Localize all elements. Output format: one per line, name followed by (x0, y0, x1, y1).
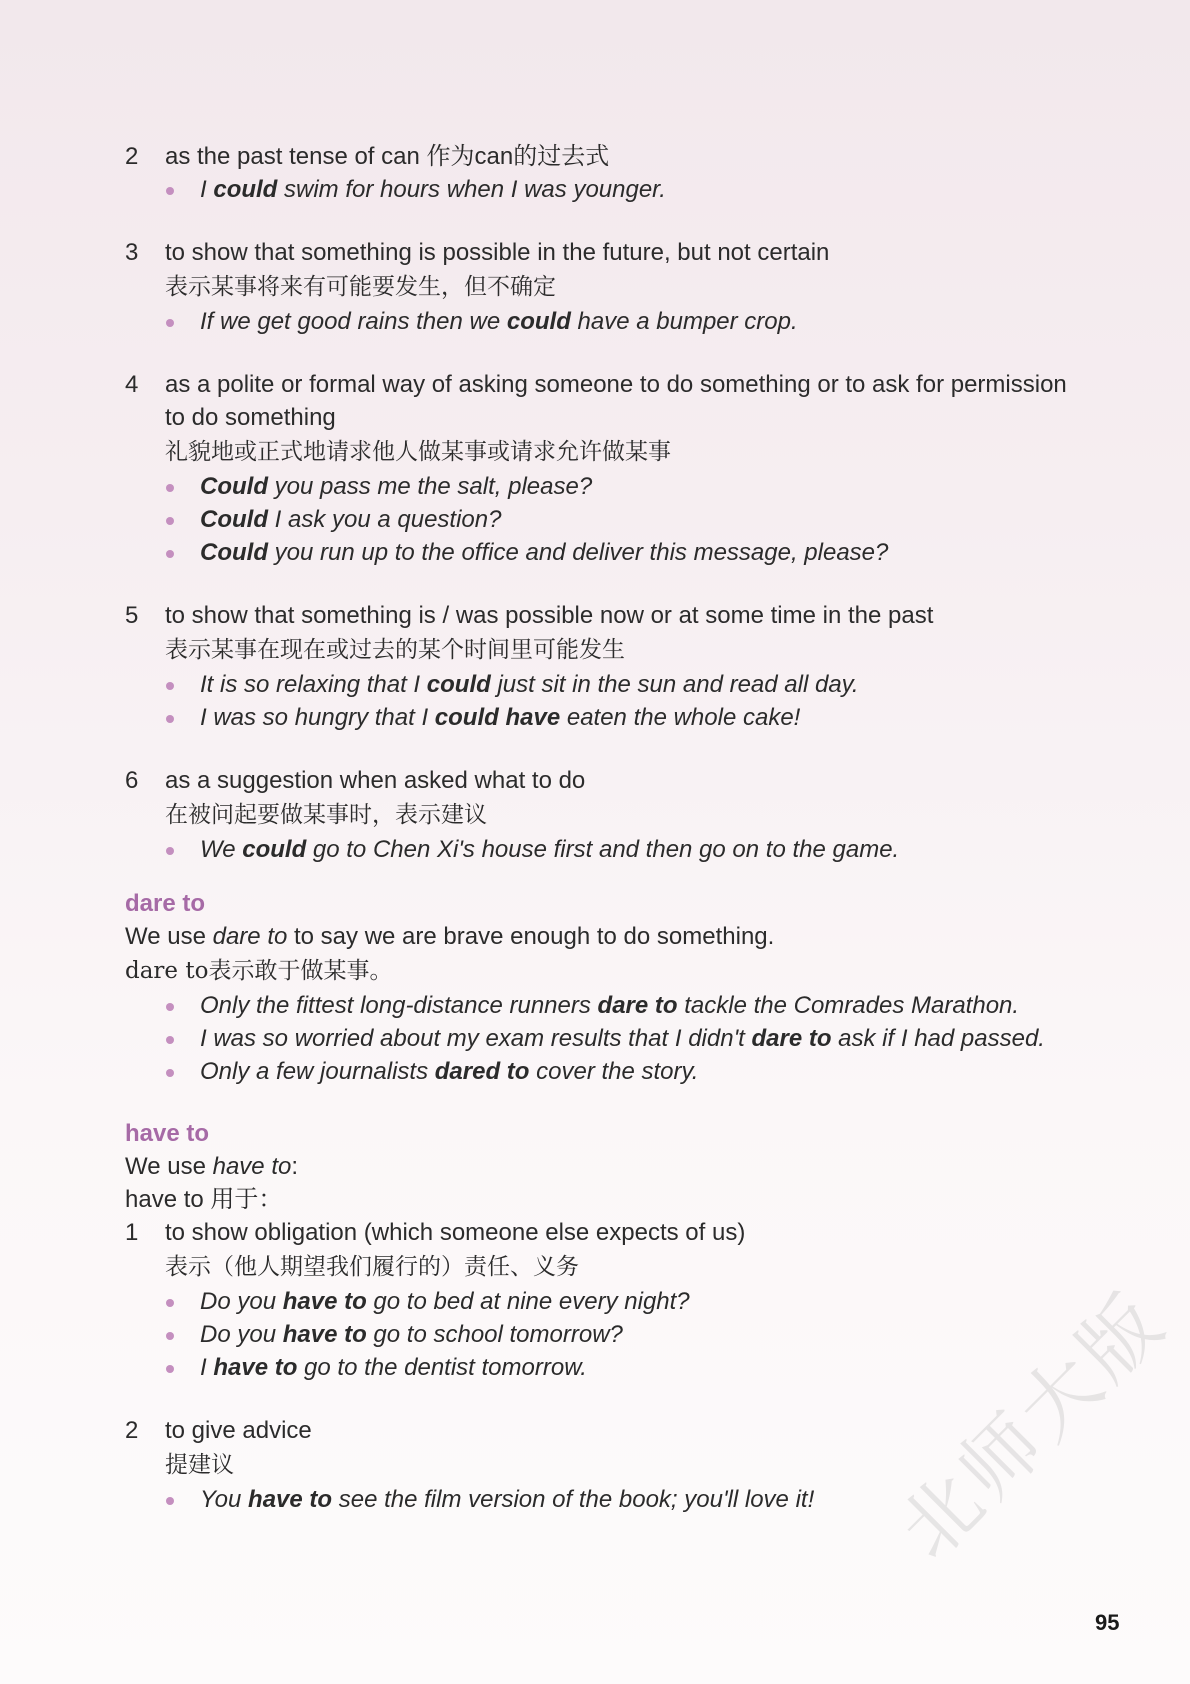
sense-definition: as the past tense of can 作为can的过去式 (165, 143, 610, 170)
example-item: Do you have to go to bed at nine every night? (165, 1285, 1085, 1318)
section-intro: We use have to: (125, 1153, 299, 1180)
sense-chinese-gloss: 礼貌地或正式地请求他人做某事或请求允许做某事 (165, 439, 671, 465)
sense-definition: to show that something is possible in the future, but not certain (165, 239, 830, 266)
example-item: Only a few journalists dared to cover the story. (165, 1055, 1085, 1088)
could-sense-5 (125, 599, 1085, 734)
sense-definition: to show that something is / was possible now or at some time in the past (165, 602, 934, 629)
sense-chinese-gloss: 表示某事将来有可能要发生，但不确定 (165, 274, 556, 300)
sense-number: 2 (125, 1417, 139, 1444)
publisher-watermark: 北师大版 (882, 1275, 1184, 1577)
example-list (165, 470, 1085, 569)
section-intro-chinese: have to 用于： (125, 1186, 283, 1213)
example-list (165, 1285, 1085, 1384)
sense-definition: to show obligation (which someone else expects of us) (165, 1219, 746, 1246)
dare-to-section (125, 888, 1085, 1088)
section-heading: dare to (125, 890, 206, 917)
example-item: I have to go to the dentist tomorrow. (165, 1351, 1085, 1384)
sense-number: 6 (125, 767, 139, 794)
example-item: If we get good rains then we could have a bumper crop. (165, 305, 1085, 338)
sense-number: 5 (125, 602, 139, 629)
example-list (125, 989, 1085, 1088)
section-intro: We use dare to to say we are brave enough to do something. (125, 923, 775, 950)
sense-chinese-gloss: 表示（他人期望我们履行的）责任、义务 (165, 1254, 579, 1280)
sense-definition: to give advice (165, 1417, 312, 1444)
sense-number: 2 (125, 143, 139, 170)
example-item: We could go to Chen Xi's house first and then go on to the game. (165, 833, 1085, 866)
example-item: It is so relaxing that I could just sit in the sun and read all day. (165, 668, 1085, 701)
example-item: Could I ask you a question? (165, 503, 1085, 536)
sense-definition: as a polite or formal way of asking someone to do something or to ask for permission to do something (165, 371, 1067, 431)
example-item: Could you pass me the salt, please? (165, 470, 1085, 503)
example-list (165, 833, 1085, 866)
example-list (165, 668, 1085, 734)
could-sense-3 (125, 236, 1085, 338)
section-heading: have to (125, 1120, 210, 1147)
sense-number: 3 (125, 239, 139, 266)
page-content (125, 140, 1085, 1546)
example-list (165, 173, 1085, 206)
could-sense-2 (125, 140, 1085, 206)
example-item: Do you have to go to school tomorrow? (165, 1318, 1085, 1351)
section-chinese-gloss: dare to表示敢于做某事。 (125, 958, 393, 984)
could-sense-6 (125, 764, 1085, 866)
sense-chinese-gloss: 提建议 (165, 1452, 234, 1478)
sense-definition: as a suggestion when asked what to do (165, 767, 586, 794)
example-list (165, 305, 1085, 338)
sense-chinese-gloss: 在被问起要做某事时，表示建议 (165, 802, 487, 828)
example-item: Only the fittest long-distance runners dare to tackle the Comrades Marathon. (165, 989, 1085, 1022)
sense-number: 4 (125, 371, 139, 398)
sense-number: 1 (125, 1219, 139, 1246)
example-item: You have to see the film version of the book; you'll love it! (165, 1483, 1085, 1516)
sense-chinese-gloss: 表示某事在现在或过去的某个时间里可能发生 (165, 637, 625, 663)
example-item: I was so hungry that I could have eaten the whole cake! (165, 701, 1085, 734)
example-item: Could you run up to the office and deliver this message, please? (165, 536, 1085, 569)
have-to-sense-1 (125, 1216, 1085, 1384)
example-item: I was so worried about my exam results that I didn't dare to ask if I had passed. (165, 1022, 1085, 1055)
example-item: I could swim for hours when I was younger. (165, 173, 1085, 206)
page-number: 95 (1095, 1610, 1120, 1635)
could-sense-4 (125, 368, 1085, 569)
